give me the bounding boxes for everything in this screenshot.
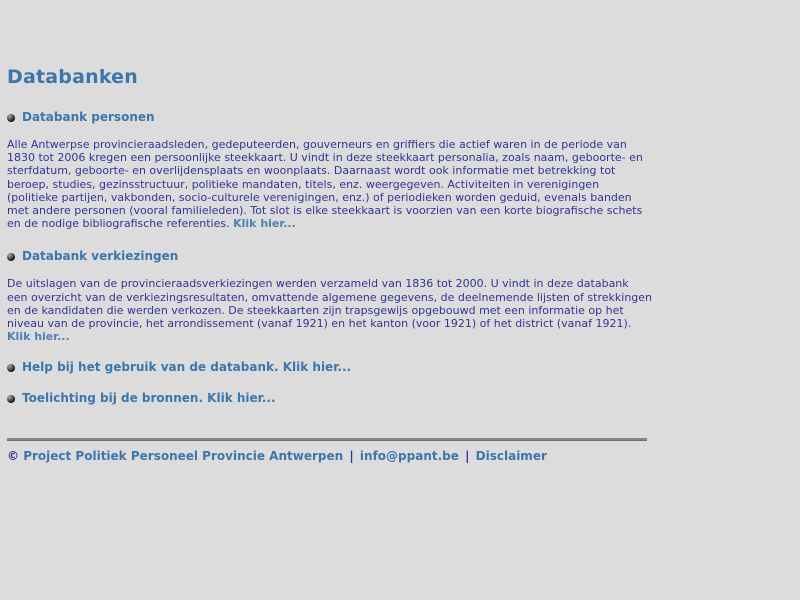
copyright-symbol: © [7, 449, 19, 464]
horizontal-rule [7, 438, 647, 441]
paragraph-databank-personen [7, 138, 652, 230]
footer [7, 449, 646, 463]
klik-hier-link-personen[interactable]: Klik hier... [233, 217, 296, 231]
footer-separator: | [465, 449, 470, 464]
bullet-link-row [7, 249, 646, 263]
footer-link-email[interactable]: info@ppant.be [359, 449, 459, 464]
link-databank-verkiezingen[interactable]: Databank verkiezingen [22, 249, 179, 264]
klik-hier-link-verkiezingen[interactable]: Klik hier... [7, 330, 70, 344]
ball-bullet-icon [7, 364, 15, 372]
paragraph-text: Alle Antwerpse provincieraadsleden, gedeputeerden, gouverneurs en griffiers die actief waren in de periode van 1830 tot 2006 kregen een persoonlijke steekkaart. U vindt in deze steekkaart personalia, zoals naam, geboorte- en sterfdatum, geboorte- en overlijdensplaats en woonplaats. Daarnaast wordt ook informatie met betrekking tot beroep, studies, gezinsstructuur, politieke mandaten, titels, enz. weergegeven. Activiteiten in verenigingen (politieke partijen, vakbonden, socio-culturele verenigingen, enz.) of periodieken worden geduid, evenals banden met andere personen (vooral familieleden). Tot slot is elke steekkaart is voorzien van een korte biografische schets en de nodige bibliografische referenties. [7, 138, 643, 231]
bullet-link-row [7, 110, 646, 124]
ball-bullet-icon [7, 114, 15, 122]
footer-link-project[interactable]: Project Politiek Personeel Provincie Antwerpen [23, 449, 344, 464]
link-toelichting-bronnen[interactable]: Toelichting bij de bronnen. Klik hier... [22, 391, 276, 406]
paragraph-databank-verkiezingen [7, 277, 652, 343]
ball-bullet-icon [7, 253, 15, 261]
page-title: Databanken [7, 66, 138, 88]
section-databank-verkiezingen [6, 249, 653, 344]
ball-bullet-icon [7, 395, 15, 403]
section-databank-personen [6, 110, 646, 230]
link-databank-personen[interactable]: Databank personen [22, 110, 155, 124]
footer-link-disclaimer[interactable]: Disclaimer [475, 449, 547, 464]
footer-separator: | [349, 449, 354, 464]
bullet-link-row [7, 360, 646, 374]
bullet-link-row [7, 391, 646, 405]
paragraph-text: De uitslagen van de provincieraadsverkiezingen werden verzameld van 1836 tot 2000. U vindt in deze databank een overzicht van de verkiezingsresultaten, omvattende algemene gegevens, de deelnemende lijsten of strekkingen en de kandidaten die werden verkozen. De steekkaarten zijn trapsgewijs opgebouwd met een informatie op het niveau van de provincie, het arrondissement (vanaf 1921) en het kanton (voor 1921) of het district (vanaf 1921). [7, 277, 653, 331]
link-help-databank[interactable]: Help bij het gebruik van de databank. Klik hier... [22, 360, 352, 375]
